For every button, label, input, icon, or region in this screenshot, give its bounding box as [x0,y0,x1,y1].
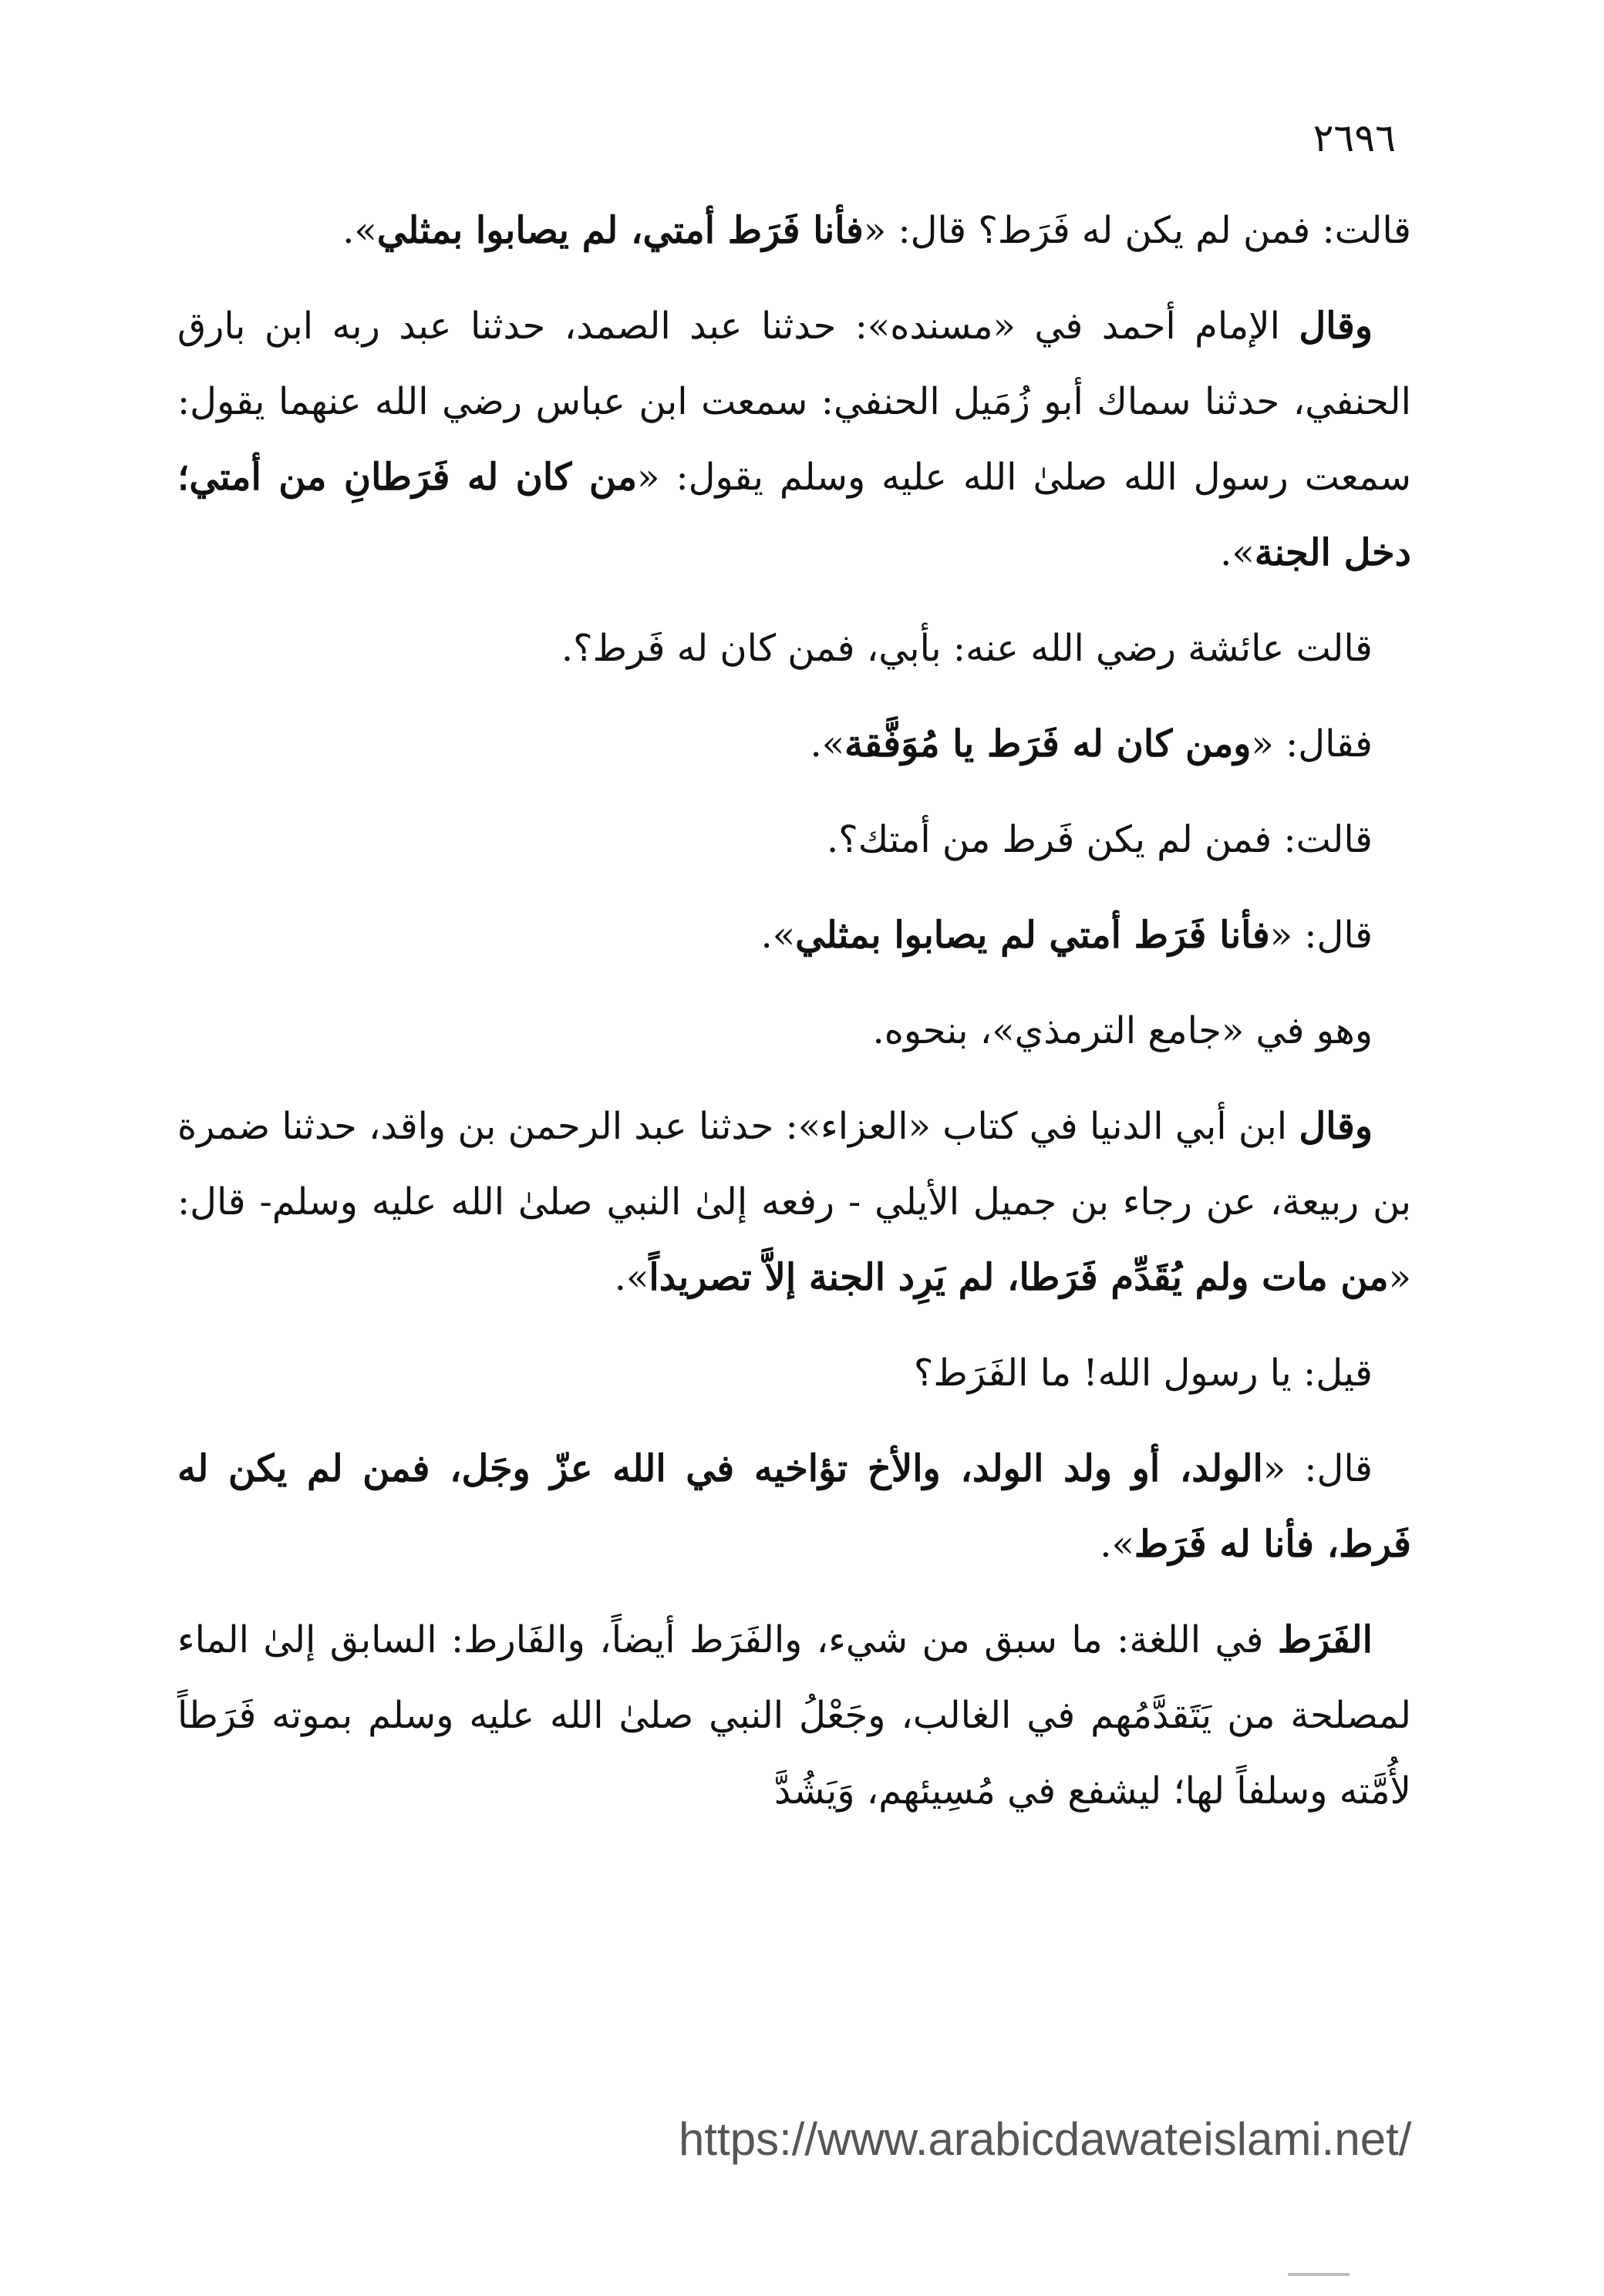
paragraph-7 [177,993,1411,1069]
watermark-url: https://www.arabicdawateislami.net/ [679,2113,1412,2165]
hadith-quote: الولد، أو ولد الولد، والأخ تؤاخيه في الله عزّ وجَل، فمن لم يكن له فَرط، فأنا له فَرَط [177,1447,1411,1566]
text-segment: في اللغة: ما سبق من شيء، والفَرَط أيضاً، والفَارط: السابق إلىٰ الماء لمصلحة من يَتَقدَّمُهم في الغالب، وجَعْلُ النبي صلىٰ الله عليه وسلم بموته فَرَطاً لأُمَّته وسلفاً لها؛ ليشفع في مُسِيئهم، وَيَشُدَّ [177,1618,1411,1813]
lead-word: وقال [1299,305,1373,348]
text-segment: ابن أبي الدنيا في كتاب «العزاء»: حدثنا عبد الرحمن بن واقد، حدثنا ضمرة بن ربيعة، عن رجاء بن جميل الأيلي - رفعه إلىٰ النبي صلىٰ الله عليه وسلم- قال: « [177,1105,1411,1299]
page-edge-mark [1288,2273,1350,2276]
text-segment: ». [342,209,377,252]
paragraph-2 [177,288,1411,591]
paragraph-9 [177,1335,1411,1411]
paragraph-4 [177,706,1411,782]
text-segment: قالت: فمن لم يكن له فَرَط؟ قال: « [863,209,1411,252]
hadith-quote: ومن كان له فَرَط يا مُوَفَّقة [844,722,1252,766]
text-segment: قالت: فمن لم يكن فَرط من أمتك؟. [826,818,1373,861]
paragraph-3 [177,611,1411,686]
lead-word: وقال [1299,1105,1373,1148]
paragraph-10 [177,1431,1411,1582]
text-segment: ». [1100,1523,1134,1566]
text-segment: ». [810,722,845,766]
paragraph-5 [177,802,1411,877]
paragraph-8 [177,1089,1411,1315]
text-segment: الإمام أحمد في «مسنده»: حدثنا عبد الصمد، حدثنا عبد ربه ابن بارق الحنفي، حدثنا سماك أبو زُمَيل الحنفي: سمعت ابن عباس رضي الله عنهما يقول: سمعت رسول الله صلىٰ الله عليه وسلم يقول: « [177,305,1411,499]
text-segment: ». [760,914,796,957]
text-segment: قال: « [1262,1447,1373,1490]
text-segment: ». [614,1256,649,1299]
page-number: ٢٦٩٦ [1313,116,1396,160]
text-segment: فقال: « [1251,722,1373,766]
paragraph-1 [177,193,1411,268]
lead-word: الفَرَط [1277,1618,1373,1661]
hadith-quote: من مات ولم يُقَدِّم فَرَطا، لم يَرِد الجنة إلاَّ تصريداً [649,1256,1389,1299]
text-segment: قال: « [1269,914,1373,957]
hadith-quote: من كان له فَرَطانِ من أمتي؛ دخل الجنة [177,456,1411,574]
text-segment: قالت عائشة رضي الله عنه: بأبي، فمن كان له فَرط؟. [561,627,1373,670]
text-segment: وهو في «جامع الترمذي»، بنحوه. [872,1009,1373,1052]
hadith-quote: فأنا فَرَط أمتي، لم يصابوا بمثلي [376,209,864,252]
text-segment: قيل: يا رسول الله! ما الفَرَط؟ [913,1352,1373,1395]
text-segment: ». [1220,531,1255,574]
hadith-quote: فأنا فَرَط أمتي لم يصابوا بمثلي [795,914,1270,957]
paragraph-6 [177,897,1411,973]
paragraph-11 [177,1602,1411,1829]
text-body [177,193,1411,1849]
